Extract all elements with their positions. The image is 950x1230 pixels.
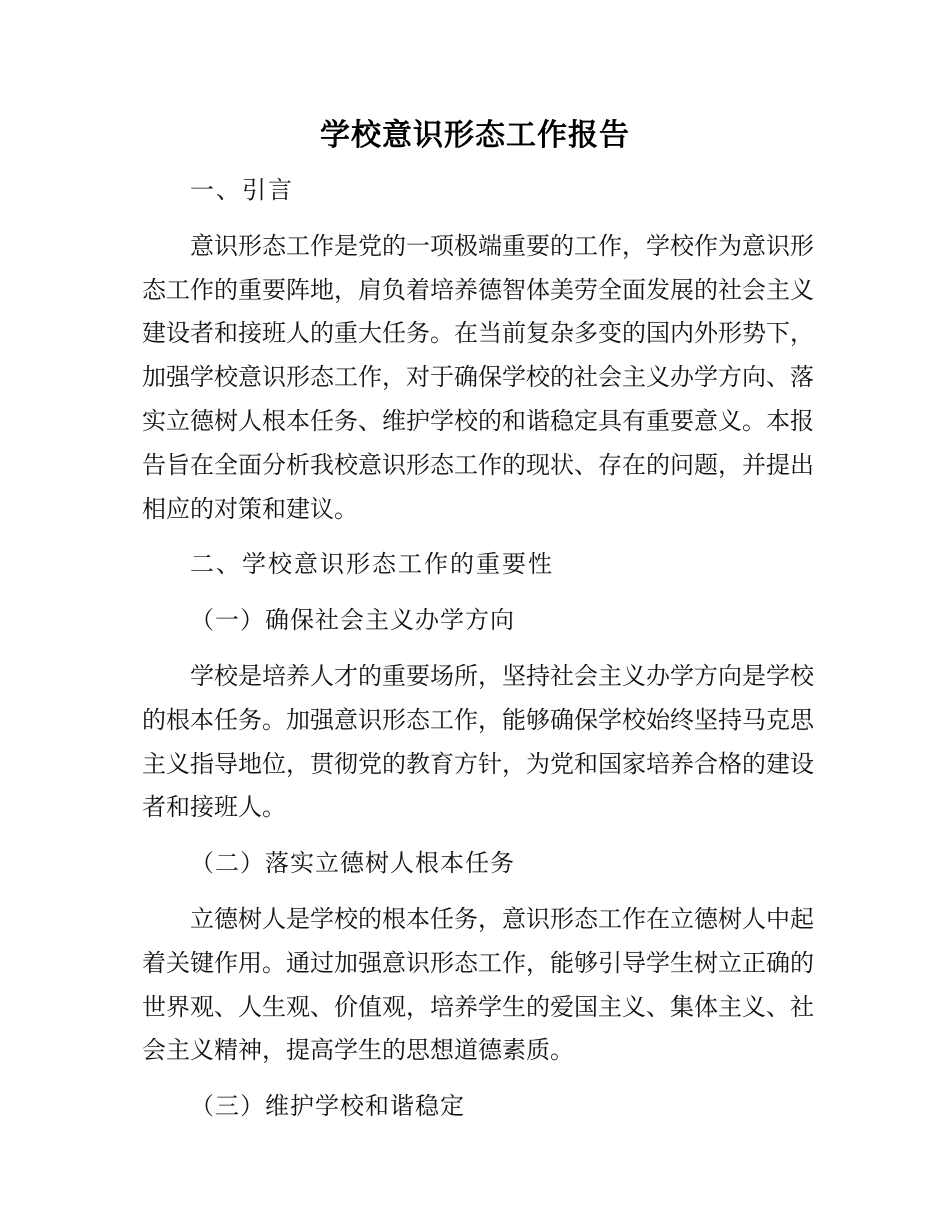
- paragraph-moral-education: 立德树人是学校的根本任务，意识形态工作在立德树人中起着关键作用。通过加强意识形态工作，能够引导学生树立正确的世界观、人生观、价值观，培养学生的爱国主义、集体主义、社会主义精神，提高学生的思想道德素质。: [142, 904, 814, 1065]
- section-heading-importance: 二、学校意识形态工作的重要性: [190, 550, 554, 579]
- section-heading-introduction: 一、引言: [190, 176, 294, 204]
- document-title: 学校意识形态工作报告: [320, 118, 630, 153]
- paragraph-socialist-direction: 学校是培养人才的重要场所，坚持社会主义办学方向是学校的根本任务。加强意识形态工作，能够确保学校始终坚持马克思主义指导地位，贯彻党的教育方针，为党和国家培养合格的建设者和接班人。: [142, 661, 814, 822]
- subheading-campus-stability: （三）维护学校和谐稳定: [190, 1092, 465, 1121]
- subheading-moral-education: （二）落实立德树人根本任务: [190, 849, 515, 878]
- subheading-socialist-direction: （一）确保社会主义办学方向: [190, 606, 515, 635]
- document-body: [142, 169, 814, 1141]
- paragraph-introduction: 意识形态工作是党的一项极端重要的工作，学校作为意识形态工作的重要阵地，肩负着培养德智体美劳全面发展的社会主义建设者和接班人的重大任务。在当前复杂多变的国内外形势下，加强学校意识形态工作，对于确保学校的社会主义办学方向、落实立德树人根本任务、维护学校的和谐稳定具有重要意义。本报告旨在全面分析我校意识形态工作的现状、存在的问题，并提出相应的对策和建议。: [142, 231, 814, 523]
